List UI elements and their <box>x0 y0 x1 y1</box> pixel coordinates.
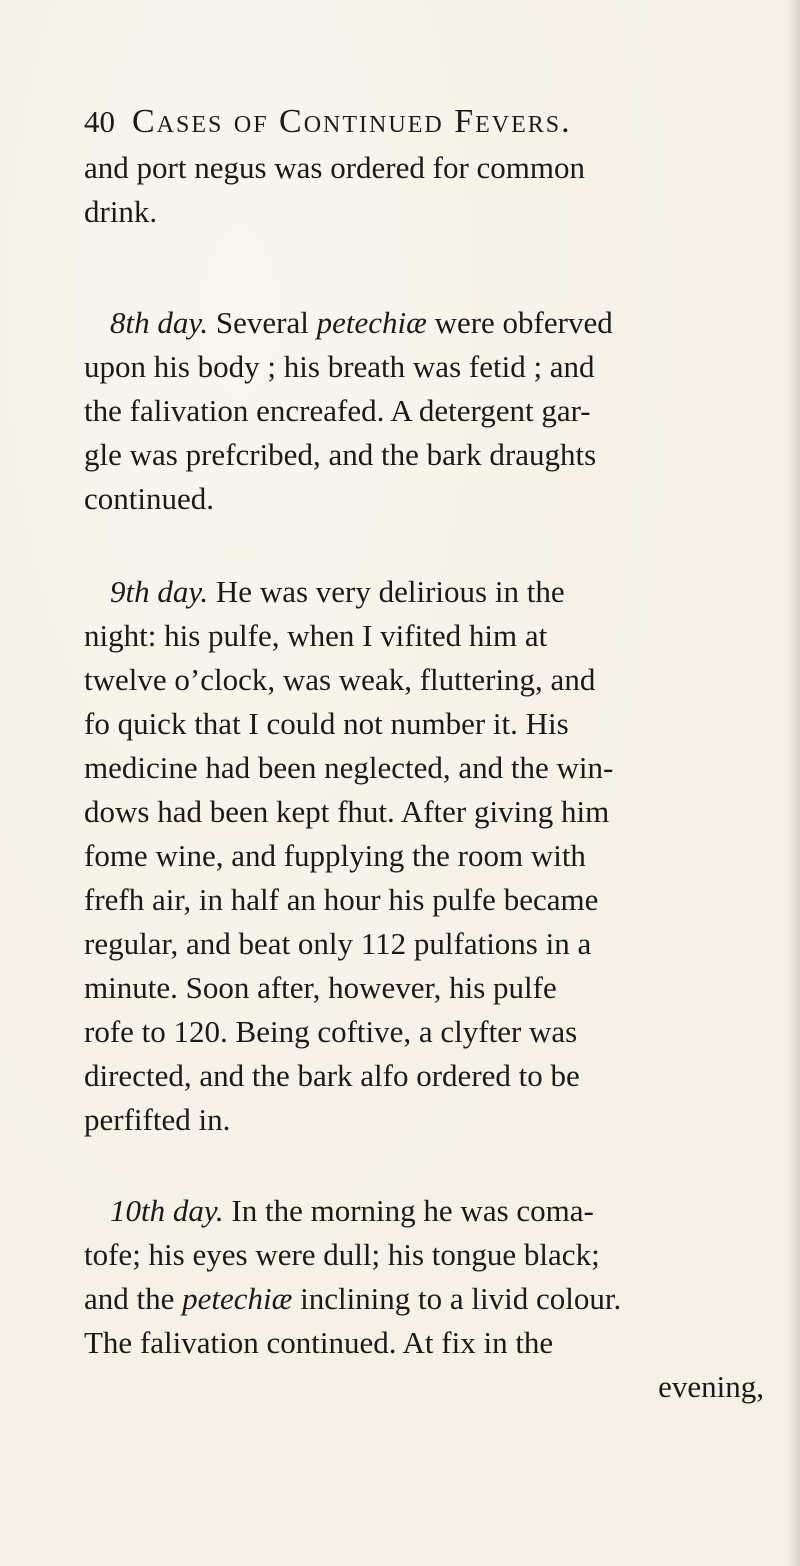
line-text: In the morning he was coma- <box>223 1193 594 1228</box>
page-header <box>84 100 764 144</box>
text-line: the falivation encreafed. A detergent gar- <box>84 393 591 428</box>
text-line: directed, and the bark alfo ordered to be <box>84 1058 580 1093</box>
text-line-petechiae <box>84 1277 764 1321</box>
text-line: night: his pulfe, when I vifited him at <box>84 618 548 653</box>
text-line-9th-day <box>110 570 764 614</box>
text-line: continued. <box>84 481 214 516</box>
text-line-8th-day <box>110 301 764 345</box>
text-line: regular, and beat only 112 pulfations in a <box>84 926 592 961</box>
page-edge-shadow <box>786 0 800 1566</box>
text-line-10th-day <box>110 1189 764 1233</box>
day-heading: 9th day. <box>110 574 209 609</box>
text-line: perfifted in. <box>84 1102 231 1137</box>
text-line: upon his body ; his breath was fetid ; and <box>84 349 595 384</box>
line-text: He was very delirious in the <box>208 574 565 609</box>
line-text: and the <box>84 1281 183 1316</box>
text-line: minute. Soon after, however, his pulfe <box>84 970 557 1005</box>
running-head: Cases of Continued Fevers. <box>132 103 572 140</box>
line-text: Several <box>208 305 317 340</box>
text-line: gle was prefcribed, and the bark draughts <box>84 437 597 472</box>
text-line: twelve o’clock, was weak, fluttering, and <box>84 662 596 697</box>
page-number: 40 <box>84 104 115 139</box>
text-line: fo quick that I could not number it. His <box>84 706 569 741</box>
day-heading: 8th day. <box>110 305 209 340</box>
day-heading: 10th day. <box>110 1193 224 1228</box>
text-line: fome wine, and fupplying the room with <box>84 838 586 873</box>
catchword: evening, <box>658 1369 764 1404</box>
latin-term: petechiæ <box>316 305 427 340</box>
text-line: rofe to 120. Being coftive, a clyfter was <box>84 1014 578 1049</box>
text-line: drink. <box>84 194 158 229</box>
text-line: and port negus was ordered for common <box>84 150 586 185</box>
text-line: frefh air, in half an hour his pulfe became <box>84 882 599 917</box>
text-line: tofe; his eyes were dull; his tongue black; <box>84 1237 600 1272</box>
text-line: medicine had been neglected, and the win- <box>84 750 614 785</box>
line-text: inclining to a livid colour. <box>292 1281 622 1316</box>
text-line: dows had been kept fhut. After giving him <box>84 794 610 829</box>
line-text: were obferved <box>426 305 613 340</box>
text-line: The falivation continued. At fix in the <box>84 1325 554 1360</box>
latin-term: petechiæ <box>182 1281 293 1316</box>
